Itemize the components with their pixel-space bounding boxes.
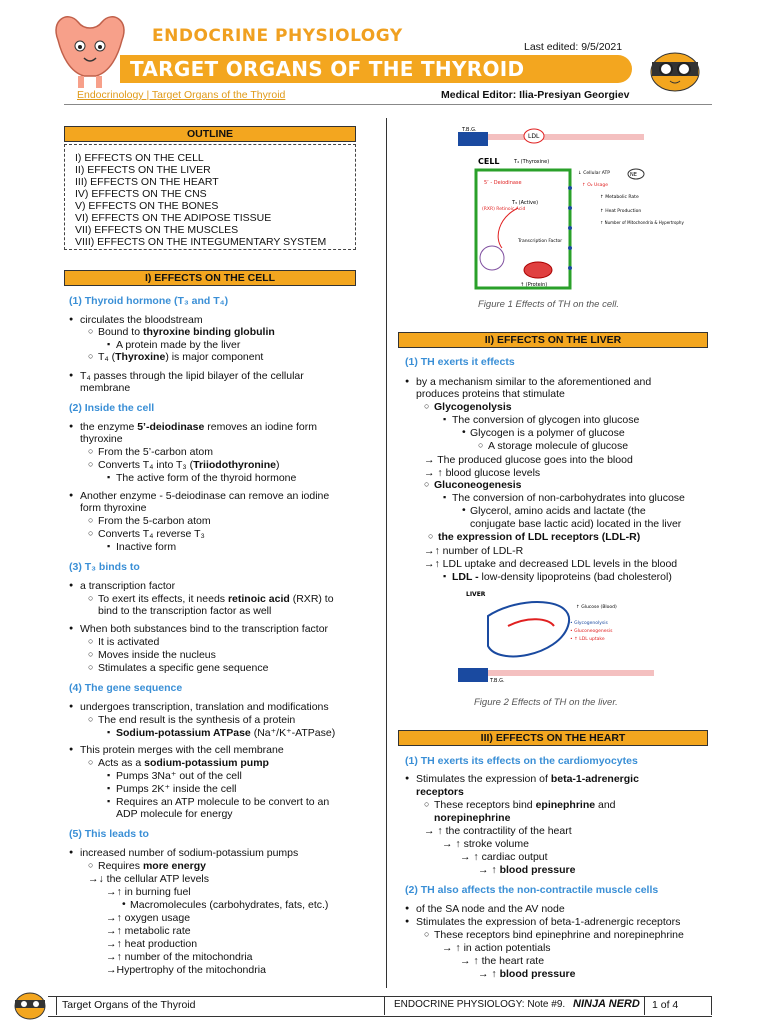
bullet-text: ○ Glycogenolysis [434,401,512,413]
outline-item[interactable]: V) EFFECTS ON THE BONES [75,200,219,212]
bullet-text: • Glycogen is a polymer of glucose [470,427,625,439]
bullet-text: ○ T₄ (Thyroxine) is major component [98,351,263,363]
footer-top-rule [48,996,712,997]
bullet-text: → ↑ blood pressure [478,968,576,980]
bullet-text: form thyroxine [80,502,147,514]
bullet-text: ○ Gluconeogenesis [434,479,522,491]
svg-text:• Glycogenolysis: • Glycogenolysis [570,621,608,626]
bullet-text: ADP molecule for energy [116,808,233,820]
bullet-text: ○ These receptors bind epinephrine and [434,799,616,811]
svg-text:NE: NE [630,172,637,178]
outline-item[interactable]: II) EFFECTS ON THE LIVER [75,164,211,176]
outline-item[interactable]: VII) EFFECTS ON THE MUSCLES [75,224,239,236]
bullet-text: ▪ The active form of the thyroid hormone [116,472,296,484]
svg-text:LDL: LDL [528,133,540,140]
bullet-text: ○ From the 5’-carbon atom [98,446,213,458]
bullet-text: ○ Converts T₄ reverse T₃ [98,528,205,540]
subheading: (2) TH also affects the non-contractile muscle cells [405,884,659,896]
bullet-text: →↑ in burning fuel [106,886,191,898]
page-number: 1 of 4 [652,999,679,1011]
section-heading-cell: I) EFFECTS ON THE CELL [64,270,356,286]
bullet-text: ● a transcription factor [80,580,175,592]
svg-text:T.B.G.: T.B.G. [462,127,477,133]
bullet-text: →↑ number of LDL-R [424,545,524,557]
svg-text:T.B.G.: T.B.G. [490,678,505,684]
bullet-text: →Hypertrophy of the mitochondria [106,964,266,976]
footer-bottom-rule [48,1016,712,1017]
bullet-text: → ↑ in action potentials [442,942,551,954]
bullet-text: ○ To exert its effects, it needs retinoic acid (RXR) to [98,593,334,605]
breadcrumb[interactable]: Endocrinology | Target Organs of the Thyroid [77,89,286,101]
bullet-text: →↑ LDL uptake and decreased LDL levels in the blood [424,558,678,570]
header-divider [64,104,712,105]
bullet-text: ○ Acts as a sodium-potassium pump [98,757,269,769]
footer-note: ENDOCRINE PHYSIOLOGY: Note #9. [394,999,566,1010]
svg-text:• Gluconeogenesis: • Gluconeogenesis [570,629,613,634]
bullet-text: receptors [416,786,464,798]
bullet-text: ▪ A protein made by the liver [116,339,240,351]
subheading: (1) TH exerts it effects [405,356,515,368]
bullet-text: ▪ The conversion of glycogen into glucose [452,414,639,426]
outline-item[interactable]: VIII) EFFECTS ON THE INTEGUMENTARY SYSTEM [75,236,327,248]
outline-list [64,144,356,250]
bullet-text: →↑ heat production [106,938,198,950]
bullet-text: ○ Stimulates a specific gene sequence [98,662,268,674]
svg-text:T₄ (Thyroxine): T₄ (Thyroxine) [514,159,550,165]
svg-text:↑ (Protein): ↑ (Protein) [520,282,548,288]
bullet-text: →↓ the cellular ATP levels [88,873,209,885]
ninja-footer-icon [12,990,48,1020]
bullet-text: ● by a mechanism similar to the aforementioned and [416,376,651,388]
bullet-text: ● the enzyme 5’-deiodinase removes an iodine form [80,421,317,433]
svg-text:• ↑ LDL uptake: • ↑ LDL uptake [570,637,605,642]
bullet-text: → The produced glucose goes into the blood [424,454,633,466]
subject-title: ENDOCRINE PHYSIOLOGY [152,26,403,46]
subheading: (4) The gene sequence [69,682,183,694]
bullet-text: norepinephrine [434,812,511,824]
bullet-text: ○ It is activated [98,636,159,648]
outline-item[interactable]: IV) EFFECTS ON THE CNS [75,188,207,200]
subheading: (2) Inside the cell [69,402,155,414]
bullet-text: • Macromolecules (carbohydrates, fats, etc.) [130,899,328,911]
subheading: (3) T₃ binds to [69,561,140,573]
bullet-text: →↑ number of the mitochondria [106,951,253,963]
section-heading-liver: II) EFFECTS ON THE LIVER [398,332,708,348]
svg-text:5’ - Deiodinase: 5’ - Deiodinase [484,180,522,186]
bullet-text: ● of the SA node and the AV node [416,903,565,915]
bullet-text: ○ the expression of LDL receptors (LDL-R) [438,531,640,543]
bullet-text: conjugate base lactic acid) located in the liver [470,518,682,530]
figure-2-caption: Figure 2 Effects of TH on the liver. [474,697,618,708]
footer-separator [384,997,385,1015]
bullet-text: ○ Requires more energy [98,860,206,872]
svg-text:(RXR) Retinoic Acid: (RXR) Retinoic Acid [482,207,526,212]
subheading: (1) Thyroid hormone (T₃ and T₄) [69,295,229,307]
column-divider [386,118,387,988]
bullet-text: ● Stimulates the expression of beta-1-adrenergic receptors [416,916,680,928]
bullet-text: membrane [80,382,131,394]
bullet-text: thyroxine [80,433,123,445]
svg-text:↑ Heat Production: ↑ Heat Production [600,209,642,214]
bullet-text: ▪ LDL - low-density lipoproteins (bad cholesterol) [452,571,672,583]
subheading: (1) TH exerts its effects on the cardiomyocytes [405,755,638,767]
bullet-text: ● undergoes transcription, translation and modifications [80,701,329,713]
page-title: TARGET ORGANS OF THE THYROID [130,57,525,81]
footer-separator [56,997,57,1015]
bullet-text: ○ Bound to thyroxine binding globulin [98,326,275,338]
bullet-text: ○ The end result is the synthesis of a protein [98,714,295,726]
footer-separator [711,997,712,1015]
bullet-text: →↑ metabolic rate [106,925,191,937]
bullet-text: ○ These receptors bind epinephrine and norepinephrine [434,929,684,941]
bullet-text: produces proteins that stimulate [416,388,565,400]
bullet-text: → ↑ blood pressure [478,864,576,876]
subheading: (5) This leads to [69,828,149,840]
bullet-text: → ↑ cardiac output [460,851,548,863]
bullet-text: ● circulates the bloodstream [80,314,203,326]
bullet-text: → ↑ stroke volume [442,838,529,850]
medical-editor: Medical Editor: Ilia-Presiyan Georgiev [441,89,630,101]
figure-1-caption: Figure 1 Effects of TH on the cell. [478,299,619,310]
last-edited: Last edited: 9/5/2021 [524,41,623,53]
figure-2-liver-diagram [458,586,654,692]
bullet-text: ▪ Inactive form [116,541,176,553]
svg-text:↑ Metabolic Rate: ↑ Metabolic Rate [600,195,639,200]
svg-text:T₃ (Active): T₃ (Active) [512,200,539,206]
footer-separator [644,997,645,1015]
svg-text:↑ O₂ Usage: ↑ O₂ Usage [582,183,608,188]
bullet-text: ○ Moves inside the nucleus [98,649,216,661]
bullet-text: ○ A storage molecule of glucose [488,440,628,452]
bullet-text: ▪ The conversion of non-carbohydrates into glucose [452,492,685,504]
bullet-text: ● increased number of sodium-potassium pumps [80,847,298,859]
bullet-text: ● Stimulates the expression of beta-1-adrenergic [416,773,639,785]
bullet-text: ▪ Pumps 3Na⁺ out of the cell [116,770,242,782]
ninja-mascot-icon [646,48,704,92]
bullet-text: ○ From the 5-carbon atom [98,515,211,527]
ninja-nerd-logo: NINJA NERD [573,998,640,1010]
bullet-text: bind to the transcription factor as well [98,605,272,617]
svg-text:Transcription Factor: Transcription Factor [518,239,563,244]
footer-title: Target Organs of the Thyroid [62,999,196,1011]
figure-1-cell-diagram [458,118,684,294]
bullet-text: ● T₄ passes through the lipid bilayer of the cellular [80,370,304,382]
bullet-text: ▪ Pumps 2K⁺ inside the cell [116,783,237,795]
bullet-text: ○ Converts T₄ into T₃ (Triiodothyronine) [98,459,279,471]
bullet-text: ● This protein merges with the cell membrane [80,744,284,756]
bullet-text: • Glycerol, amino acids and lactate (the [470,505,646,517]
outline-item[interactable]: VI) EFFECTS ON THE ADIPOSE TISSUE [75,212,272,224]
section-heading-heart: III) EFFECTS ON THE HEART [398,730,708,746]
outline-item[interactable]: I) EFFECTS ON THE CELL [75,152,204,164]
bullet-text: → ↑ the contractility of the heart [424,825,572,837]
bullet-text: ● Another enzyme - 5-deiodinase can remove an iodine [80,490,329,502]
svg-text:↑ Glucose (Blood): ↑ Glucose (Blood) [576,605,617,610]
bullet-text: ▪ Sodium-potassium ATPase (Na⁺/K⁺-ATPase) [116,727,335,739]
svg-text:↑ Number of Mitochondria & Hyp: ↑ Number of Mitochondria & Hypertrophy [600,220,684,225]
svg-text:LIVER: LIVER [466,591,486,598]
outline-item[interactable]: III) EFFECTS ON THE HEART [75,176,219,188]
outline-heading: OUTLINE [64,126,356,142]
bullet-text: → ↑ blood glucose levels [424,467,541,479]
svg-text:↓ Cellular ATP: ↓ Cellular ATP [578,171,610,176]
svg-text:CELL: CELL [478,157,500,166]
bullet-text: → ↑ the heart rate [460,955,545,967]
bullet-text: ▪ Requires an ATP molecule to be convert to an [116,796,329,808]
bullet-text: →↑ oxygen usage [106,912,191,924]
bullet-text: ● When both substances bind to the transcription factor [80,623,328,635]
